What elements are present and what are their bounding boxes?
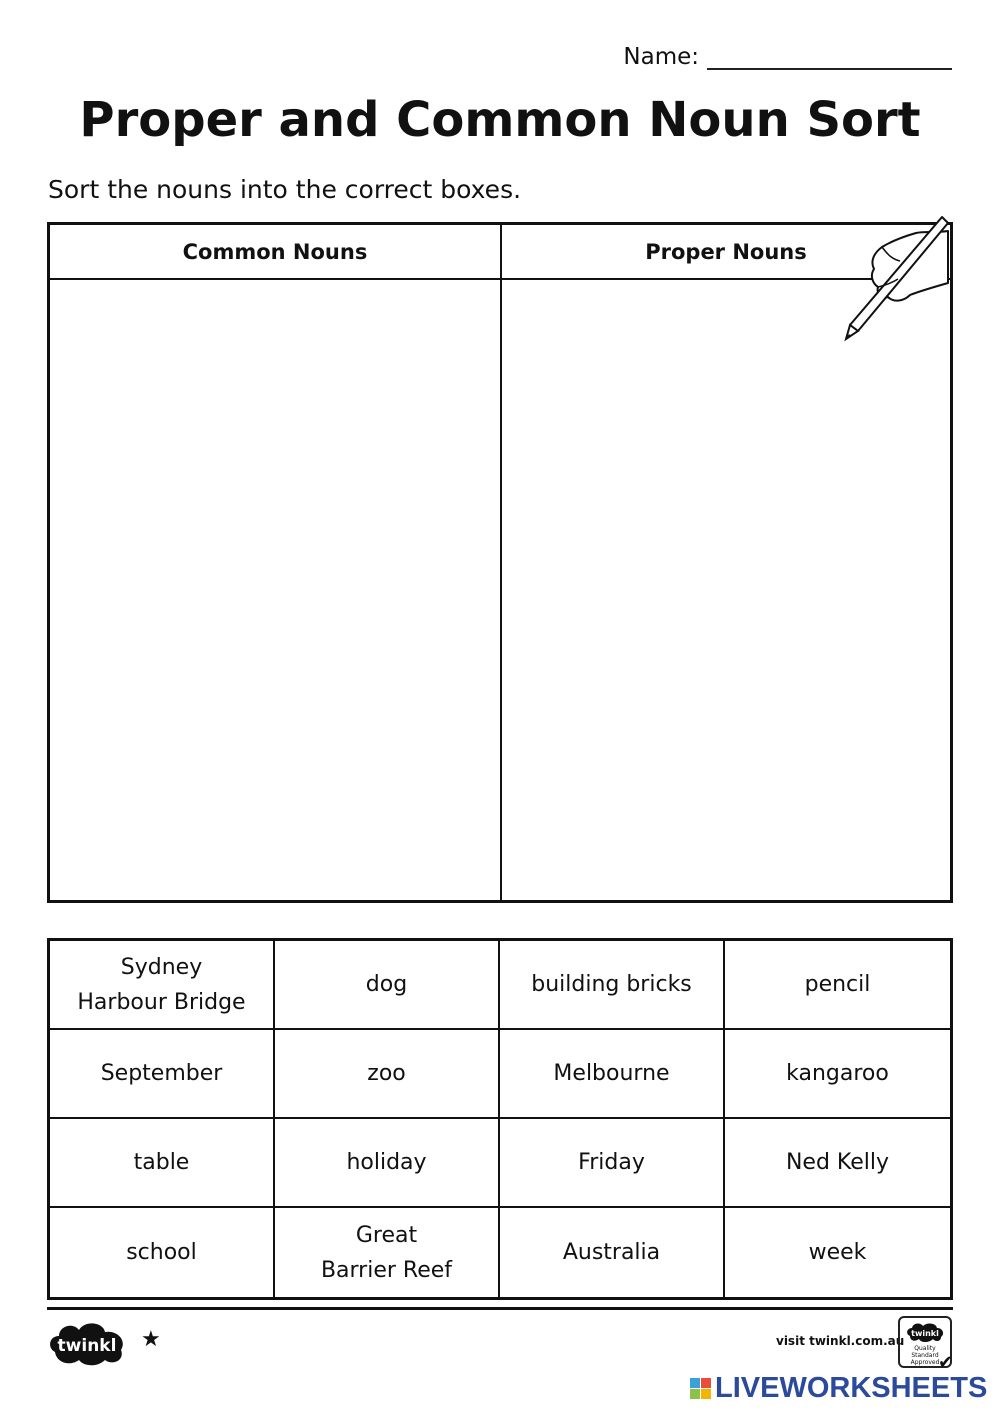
name-write-line[interactable] — [707, 46, 952, 70]
instruction-text: Sort the nouns into the correct boxes. — [48, 175, 522, 204]
common-nouns-column — [50, 225, 500, 900]
word-card[interactable]: kangaroo — [725, 1030, 950, 1119]
word-card[interactable]: pencil — [725, 941, 950, 1030]
word-card[interactable]: school — [50, 1208, 275, 1297]
badge-text: Quality Standard Approved — [910, 1345, 940, 1366]
icon-tile — [701, 1389, 711, 1399]
twinkl-logo-text: twinkl — [57, 1336, 117, 1356]
star-icon: ★ — [141, 1327, 161, 1352]
word-card[interactable]: Ned Kelly — [725, 1119, 950, 1208]
word-card[interactable]: table — [50, 1119, 275, 1208]
word-card[interactable]: Great Barrier Reef — [275, 1208, 500, 1297]
word-card[interactable]: Sydney Harbour Bridge — [50, 941, 275, 1030]
word-card[interactable]: week — [725, 1208, 950, 1297]
checkmark-icon: ✔ — [938, 1352, 954, 1373]
badge-logo-icon — [905, 1322, 945, 1342]
hand-pencil-icon — [830, 213, 950, 343]
word-card[interactable]: Melbourne — [500, 1030, 725, 1119]
badge-logo-text: twinkl — [911, 1329, 939, 1338]
word-card[interactable]: dog — [275, 941, 500, 1030]
icon-tile — [690, 1389, 700, 1399]
word-card[interactable]: zoo — [275, 1030, 500, 1119]
sort-table — [47, 222, 953, 903]
visit-url[interactable]: visit twinkl.com.au — [776, 1334, 905, 1348]
footer-divider — [47, 1307, 953, 1310]
icon-tile — [701, 1378, 711, 1388]
word-card[interactable]: Friday — [500, 1119, 725, 1208]
word-bank — [47, 938, 953, 1300]
proper-nouns-column — [500, 225, 950, 900]
word-card[interactable]: building bricks — [500, 941, 725, 1030]
name-label: Name: — [623, 44, 699, 70]
word-card[interactable]: Australia — [500, 1208, 725, 1297]
page-title: Proper and Common Noun Sort — [79, 92, 921, 148]
liveworksheets-wordmark: LIVEWORKSHEETS — [715, 1372, 988, 1404]
liveworksheets-icon — [690, 1378, 711, 1399]
proper-nouns-drop-zone[interactable] — [502, 280, 950, 900]
common-nouns-drop-zone[interactable] — [50, 280, 500, 900]
word-card[interactable]: September — [50, 1030, 275, 1119]
word-card[interactable]: holiday — [275, 1119, 500, 1208]
proper-nouns-heading: Proper Nouns — [502, 225, 950, 280]
liveworksheets-watermark — [690, 1372, 987, 1405]
name-field — [623, 44, 952, 70]
icon-tile — [690, 1378, 700, 1388]
common-nouns-heading: Common Nouns — [50, 225, 500, 280]
twinkl-logo — [47, 1318, 127, 1366]
